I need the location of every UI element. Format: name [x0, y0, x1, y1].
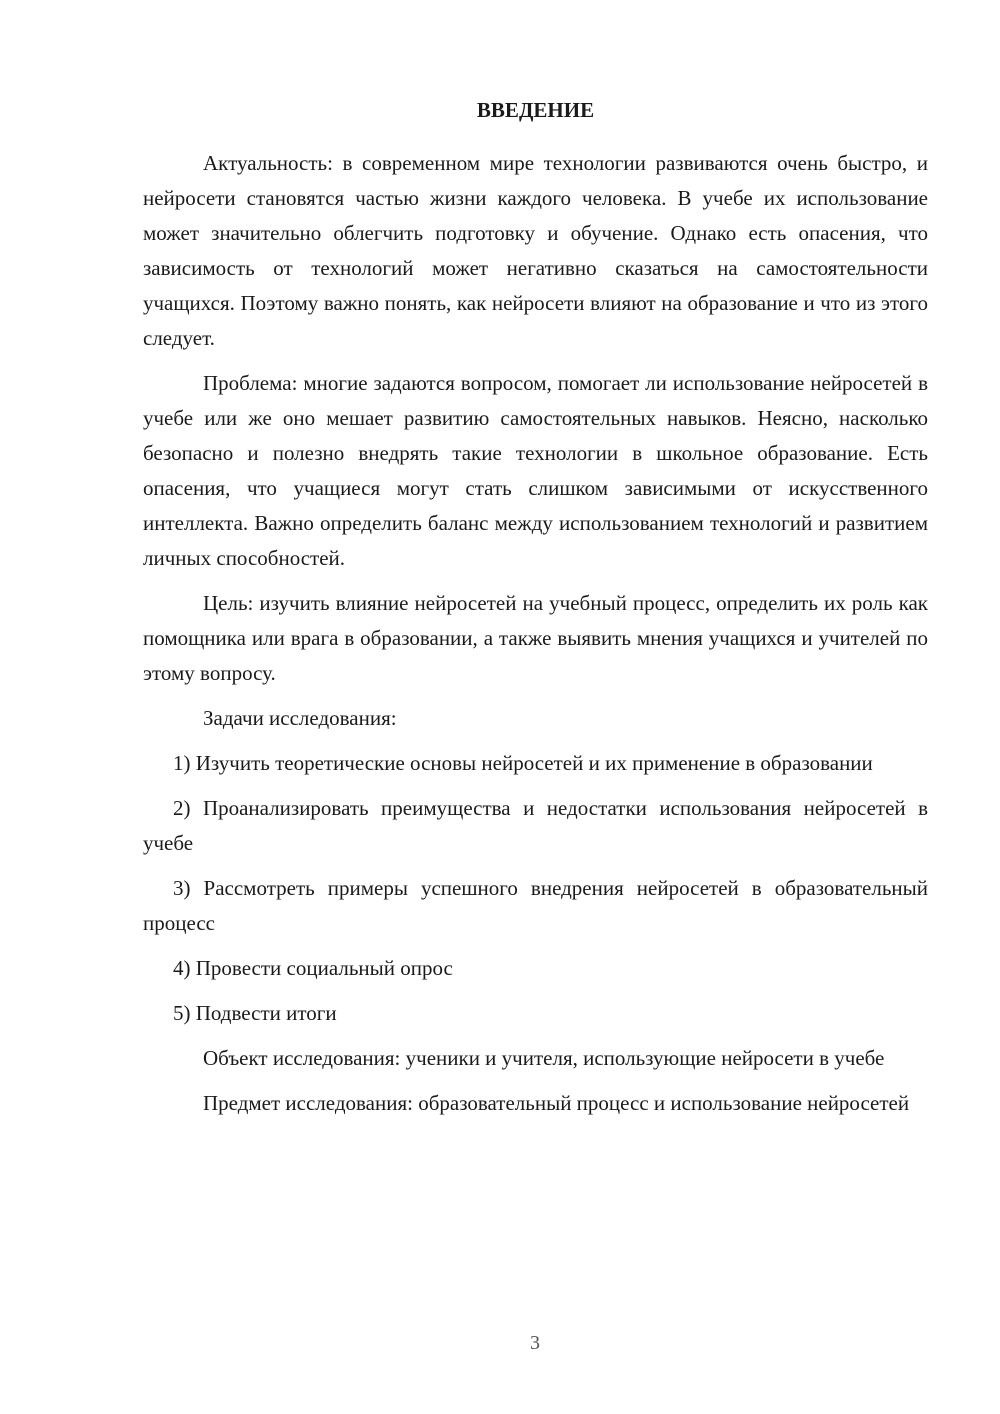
task-item-1: 1) Изучить теоретические основы нейросетей и их применение в образовании — [173, 751, 873, 775]
section-heading: ВВЕДЕНИЕ — [476, 98, 595, 122]
problem-paragraph: Проблема: многие задаются вопросом, помогает ли использование нейросетей в учебе или же оно мешает развитию самостоятельных навыков. Неясно, насколько безопасно и полезно внедрять такие технологии в школьное образование. Есть опасения, что учащиеся могут стать слишком зависимыми от искусственного интеллекта. Важно определить баланс между использованием технологий и развитием личных способностей. — [143, 371, 928, 570]
task-item-4: 4) Провести социальный опрос — [173, 956, 453, 980]
task-item-5: 5) Подвести итоги — [173, 1001, 337, 1025]
goal-paragraph: Цель: изучить влияние нейросетей на учебный процесс, определить их роль как помощника или врага в образовании, а также выявить мнения учащихся и учителей по этому вопросу. — [143, 591, 928, 685]
object-paragraph: Объект исследования: ученики и учителя, использующие нейросети в учебе — [203, 1046, 885, 1070]
task-item-3: 3) Рассмотреть примеры успешного внедрения нейросетей в образовательный процесс — [143, 876, 928, 935]
task-item-2: 2) Проанализировать преимущества и недостатки использования нейросетей в учебе — [143, 796, 928, 855]
subject-paragraph: Предмет исследования: образовательный процесс и использование нейросетей — [203, 1091, 910, 1115]
tasks-intro: Задачи исследования: — [203, 706, 397, 730]
page-number: 3 — [530, 1332, 540, 1354]
document-page — [143, 92, 928, 1131]
relevance-paragraph: Актуальность: в современном мире технологии развиваются очень быстро, и нейросети становятся частью жизни каждого человека. В учебе их использование может значительно облегчить подготовку и обучение. Однако есть опасения, что зависимость от технологий может негативно сказаться на самостоятельности учащихся. Поэтому важно понять, как нейросети влияют на образование и что из этого следует. — [143, 151, 928, 350]
